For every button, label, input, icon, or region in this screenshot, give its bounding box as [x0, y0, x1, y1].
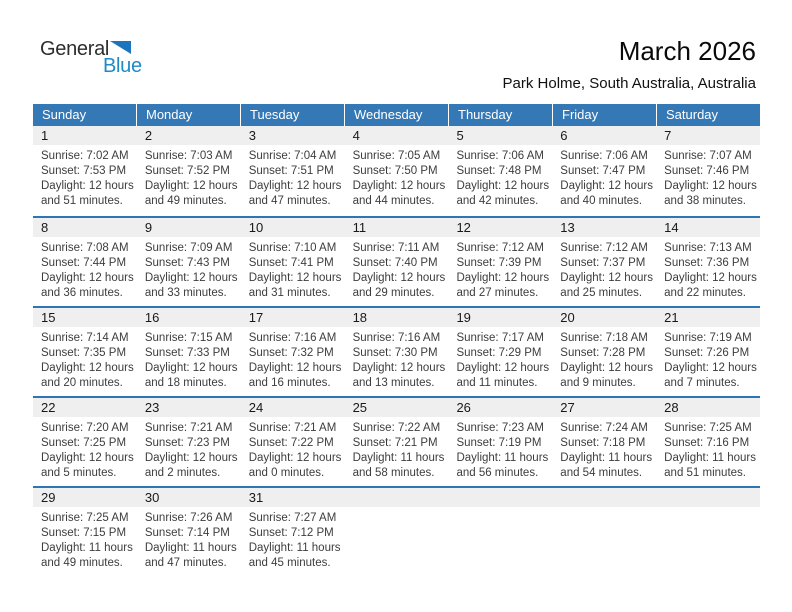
daylight-text-line1: Daylight: 11 hours: [248, 542, 341, 554]
day-number: [345, 488, 449, 507]
daylight-text-line2: and 49 minutes.: [144, 195, 227, 207]
day-cell-27: [552, 398, 656, 486]
daylight-text-line1: Daylight: 12 hours: [664, 362, 757, 374]
sunrise-text: Sunrise: 7:07 AM: [664, 150, 752, 162]
day-info: [552, 237, 656, 301]
day-number: 30: [137, 488, 241, 507]
weekday-header-row: [33, 104, 760, 126]
day-cell-18: [345, 308, 449, 396]
sunset-text: Sunset: 7:26 PM: [664, 347, 750, 359]
daylight-text-line1: Daylight: 12 hours: [41, 362, 134, 374]
month-title: March 2026: [618, 36, 756, 66]
day-number: 9: [137, 218, 241, 237]
day-info: [448, 327, 552, 391]
daylight-text-line1: Daylight: 12 hours: [144, 180, 238, 192]
daylight-text-line1: Daylight: 12 hours: [248, 362, 342, 374]
daylight-text-line1: Daylight: 12 hours: [41, 452, 134, 464]
day-cell-empty: [656, 488, 760, 576]
day-info: [241, 327, 345, 391]
sunset-text: Sunset: 7:28 PM: [560, 347, 646, 359]
day-number: 27: [552, 398, 656, 417]
daylight-text-line2: and 45 minutes.: [248, 557, 331, 569]
day-number: 12: [448, 218, 552, 237]
daylight-text-line2: and 22 minutes.: [664, 287, 746, 299]
day-cell-25: [345, 398, 449, 486]
daylight-text-line1: Daylight: 12 hours: [144, 452, 238, 464]
day-cell-16: [137, 308, 241, 396]
week-row-3: [33, 306, 760, 396]
sunset-text: Sunset: 7:19 PM: [456, 437, 542, 449]
day-cell-2: [137, 126, 241, 216]
day-number: 24: [241, 398, 345, 417]
daylight-text-line2: and 58 minutes.: [352, 467, 435, 479]
sunrise-text: Sunrise: 7:26 AM: [144, 512, 233, 524]
daylight-text-line1: Daylight: 12 hours: [456, 272, 550, 284]
day-info: [137, 417, 241, 481]
daylight-text-line1: Daylight: 12 hours: [248, 180, 342, 192]
day-info: [241, 237, 345, 301]
day-number: [552, 488, 656, 507]
sunset-text: Sunset: 7:14 PM: [144, 527, 230, 539]
daylight-text-line1: Daylight: 11 hours: [664, 452, 756, 464]
week-rows-container: [33, 126, 760, 576]
day-cell-29: [33, 488, 137, 576]
daylight-text-line2: and 47 minutes.: [144, 557, 227, 569]
sunrise-text: Sunrise: 7:12 AM: [560, 242, 648, 254]
sunset-text: Sunset: 7:18 PM: [560, 437, 646, 449]
daylight-text-line1: Daylight: 12 hours: [664, 180, 757, 192]
daylight-text-line2: and 29 minutes.: [352, 287, 435, 299]
day-info: [552, 417, 656, 481]
sunset-text: Sunset: 7:51 PM: [248, 165, 334, 177]
sunrise-text: Sunrise: 7:13 AM: [664, 242, 752, 254]
day-cell-12: [448, 218, 552, 306]
sunset-text: Sunset: 7:25 PM: [41, 437, 127, 449]
day-number: 18: [345, 308, 449, 327]
day-cell-22: [33, 398, 137, 486]
day-number: 7: [656, 126, 760, 145]
sunrise-text: Sunrise: 7:14 AM: [41, 332, 129, 344]
daylight-text-line1: Daylight: 12 hours: [456, 362, 550, 374]
sunset-text: Sunset: 7:21 PM: [352, 437, 438, 449]
day-info: [656, 507, 760, 511]
daylight-text-line1: Daylight: 12 hours: [248, 272, 342, 284]
day-cell-23: [137, 398, 241, 486]
day-number: 28: [656, 398, 760, 417]
logo-text-blue: Blue: [103, 55, 142, 77]
sunset-text: Sunset: 7:39 PM: [456, 257, 542, 269]
day-info: [656, 327, 760, 391]
sunset-text: Sunset: 7:16 PM: [664, 437, 750, 449]
daylight-text-line2: and 2 minutes.: [144, 467, 221, 479]
sunrise-text: Sunrise: 7:21 AM: [144, 422, 233, 434]
day-number: 8: [33, 218, 137, 237]
daylight-text-line2: and 42 minutes.: [456, 195, 539, 207]
day-number: 22: [33, 398, 137, 417]
daylight-text-line1: Daylight: 12 hours: [560, 272, 653, 284]
day-number: [656, 488, 760, 507]
weekday-header-wednesday: Wednesday: [344, 104, 448, 126]
daylight-text-line1: Daylight: 11 hours: [352, 452, 445, 464]
daylight-text-line1: Daylight: 11 hours: [560, 452, 653, 464]
day-info: [656, 145, 760, 209]
daylight-text-line2: and 5 minutes.: [41, 467, 117, 479]
day-info: [552, 507, 656, 511]
day-info: [656, 237, 760, 301]
day-cell-9: [137, 218, 241, 306]
daylight-text-line1: Daylight: 12 hours: [144, 272, 238, 284]
day-number: 21: [656, 308, 760, 327]
sunset-text: Sunset: 7:43 PM: [144, 257, 230, 269]
day-info: [345, 327, 449, 391]
sunrise-text: Sunrise: 7:17 AM: [456, 332, 545, 344]
daylight-text-line2: and 0 minutes.: [248, 467, 325, 479]
day-info: [137, 507, 241, 571]
daylight-text-line1: Daylight: 12 hours: [664, 272, 757, 284]
sunrise-text: Sunrise: 7:06 AM: [560, 150, 648, 162]
day-cell-15: [33, 308, 137, 396]
day-info: [137, 237, 241, 301]
sunrise-text: Sunrise: 7:12 AM: [456, 242, 545, 254]
daylight-text-line2: and 40 minutes.: [560, 195, 643, 207]
day-info: [33, 507, 137, 571]
day-cell-26: [448, 398, 552, 486]
day-number: 17: [241, 308, 345, 327]
day-cell-24: [241, 398, 345, 486]
sunset-text: Sunset: 7:32 PM: [248, 347, 334, 359]
daylight-text-line1: Daylight: 12 hours: [248, 452, 342, 464]
daylight-text-line2: and 47 minutes.: [248, 195, 331, 207]
daylight-text-line2: and 27 minutes.: [456, 287, 539, 299]
day-number: 19: [448, 308, 552, 327]
day-info: [448, 145, 552, 209]
day-cell-empty: [345, 488, 449, 576]
day-cell-5: [448, 126, 552, 216]
daylight-text-line2: and 33 minutes.: [144, 287, 227, 299]
sunrise-text: Sunrise: 7:20 AM: [41, 422, 129, 434]
day-cell-6: [552, 126, 656, 216]
day-cell-20: [552, 308, 656, 396]
day-number: 15: [33, 308, 137, 327]
daylight-text-line1: Daylight: 12 hours: [560, 180, 653, 192]
day-info: [33, 237, 137, 301]
sunrise-text: Sunrise: 7:18 AM: [560, 332, 648, 344]
daylight-text-line2: and 11 minutes.: [456, 377, 538, 389]
sunset-text: Sunset: 7:33 PM: [144, 347, 230, 359]
day-info: [552, 327, 656, 391]
day-cell-28: [656, 398, 760, 486]
day-cell-10: [241, 218, 345, 306]
day-info: [345, 417, 449, 481]
sunrise-text: Sunrise: 7:08 AM: [41, 242, 129, 254]
sunrise-text: Sunrise: 7:19 AM: [664, 332, 752, 344]
day-cell-17: [241, 308, 345, 396]
day-number: 4: [345, 126, 449, 145]
day-info: [137, 145, 241, 209]
title-block: [503, 36, 756, 92]
sunrise-text: Sunrise: 7:06 AM: [456, 150, 545, 162]
daylight-text-line1: Daylight: 12 hours: [352, 272, 446, 284]
daylight-text-line2: and 38 minutes.: [664, 195, 746, 207]
daylight-text-line1: Daylight: 12 hours: [456, 180, 550, 192]
daylight-text-line2: and 13 minutes.: [352, 377, 435, 389]
sunset-text: Sunset: 7:30 PM: [352, 347, 438, 359]
week-row-1: [33, 126, 760, 216]
weekday-header-monday: Monday: [136, 104, 240, 126]
sunset-text: Sunset: 7:40 PM: [352, 257, 438, 269]
sunset-text: Sunset: 7:48 PM: [456, 165, 542, 177]
daylight-text-line1: Daylight: 12 hours: [41, 272, 134, 284]
day-number: 10: [241, 218, 345, 237]
weekday-header-friday: Friday: [552, 104, 656, 126]
weekday-header-saturday: Saturday: [656, 104, 760, 126]
day-info: [656, 417, 760, 481]
day-cell-1: [33, 126, 137, 216]
day-cell-30: [137, 488, 241, 576]
day-cell-14: [656, 218, 760, 306]
day-number: 29: [33, 488, 137, 507]
sunrise-text: Sunrise: 7:21 AM: [248, 422, 337, 434]
daylight-text-line2: and 44 minutes.: [352, 195, 435, 207]
day-info: [241, 145, 345, 209]
week-row-4: [33, 396, 760, 486]
day-cell-8: [33, 218, 137, 306]
daylight-text-line1: Daylight: 11 hours: [41, 542, 133, 554]
daylight-text-line1: Daylight: 11 hours: [456, 452, 549, 464]
day-number: 16: [137, 308, 241, 327]
day-cell-21: [656, 308, 760, 396]
sunset-text: Sunset: 7:15 PM: [41, 527, 127, 539]
daylight-text-line2: and 49 minutes.: [41, 557, 123, 569]
day-number: 2: [137, 126, 241, 145]
day-info: [241, 417, 345, 481]
daylight-text-line1: Daylight: 12 hours: [352, 180, 446, 192]
sunset-text: Sunset: 7:44 PM: [41, 257, 127, 269]
day-cell-empty: [552, 488, 656, 576]
day-number: 5: [448, 126, 552, 145]
daylight-text-line1: Daylight: 12 hours: [41, 180, 134, 192]
daylight-text-line2: and 18 minutes.: [144, 377, 227, 389]
daylight-text-line2: and 51 minutes.: [664, 467, 746, 479]
sunrise-text: Sunrise: 7:05 AM: [352, 150, 441, 162]
daylight-text-line2: and 25 minutes.: [560, 287, 643, 299]
day-cell-empty: [448, 488, 552, 576]
daylight-text-line1: Daylight: 12 hours: [144, 362, 238, 374]
day-info: [33, 145, 137, 209]
sunset-text: Sunset: 7:41 PM: [248, 257, 334, 269]
sunset-text: Sunset: 7:46 PM: [664, 165, 750, 177]
daylight-text-line2: and 9 minutes.: [560, 377, 636, 389]
day-number: 31: [241, 488, 345, 507]
daylight-text-line2: and 7 minutes.: [664, 377, 740, 389]
day-number: [448, 488, 552, 507]
sunset-text: Sunset: 7:53 PM: [41, 165, 127, 177]
sunrise-text: Sunrise: 7:02 AM: [41, 150, 129, 162]
sunset-text: Sunset: 7:23 PM: [144, 437, 230, 449]
day-number: 1: [33, 126, 137, 145]
general-blue-logo: [40, 38, 170, 77]
daylight-text-line2: and 31 minutes.: [248, 287, 331, 299]
day-info: [345, 507, 449, 511]
day-info: [448, 417, 552, 481]
day-number: 6: [552, 126, 656, 145]
day-number: 25: [345, 398, 449, 417]
sunset-text: Sunset: 7:36 PM: [664, 257, 750, 269]
weekday-header-tuesday: Tuesday: [240, 104, 344, 126]
day-number: 26: [448, 398, 552, 417]
weekday-header-thursday: Thursday: [448, 104, 552, 126]
daylight-text-line2: and 16 minutes.: [248, 377, 331, 389]
daylight-text-line2: and 36 minutes.: [41, 287, 123, 299]
day-info: [448, 237, 552, 301]
day-number: 14: [656, 218, 760, 237]
daylight-text-line1: Daylight: 11 hours: [144, 542, 237, 554]
sunrise-text: Sunrise: 7:15 AM: [144, 332, 233, 344]
daylight-text-line2: and 56 minutes.: [456, 467, 539, 479]
sunset-text: Sunset: 7:52 PM: [144, 165, 230, 177]
day-cell-4: [345, 126, 449, 216]
day-cell-31: [241, 488, 345, 576]
daylight-text-line2: and 51 minutes.: [41, 195, 123, 207]
daylight-text-line2: and 54 minutes.: [560, 467, 643, 479]
sunset-text: Sunset: 7:35 PM: [41, 347, 127, 359]
weekday-header-sunday: Sunday: [42, 107, 87, 122]
sunrise-text: Sunrise: 7:11 AM: [352, 242, 440, 254]
sunset-text: Sunset: 7:29 PM: [456, 347, 542, 359]
sunset-text: Sunset: 7:12 PM: [248, 527, 334, 539]
day-number: 20: [552, 308, 656, 327]
sunset-text: Sunset: 7:50 PM: [352, 165, 438, 177]
sunrise-text: Sunrise: 7:23 AM: [456, 422, 545, 434]
day-cell-7: [656, 126, 760, 216]
logo-triangle-icon: [110, 41, 131, 54]
day-cell-13: [552, 218, 656, 306]
location-subtitle: Park Holme, South Australia, Australia: [502, 75, 756, 93]
sunrise-text: Sunrise: 7:16 AM: [352, 332, 441, 344]
day-info: [241, 507, 345, 571]
day-info: [552, 145, 656, 209]
day-info: [448, 507, 552, 511]
sunrise-text: Sunrise: 7:03 AM: [144, 150, 233, 162]
day-number: 23: [137, 398, 241, 417]
daylight-text-line1: Daylight: 12 hours: [560, 362, 653, 374]
day-number: 3: [241, 126, 345, 145]
sunrise-text: Sunrise: 7:04 AM: [248, 150, 337, 162]
sunset-text: Sunset: 7:47 PM: [560, 165, 646, 177]
week-row-2: [33, 216, 760, 306]
sunrise-text: Sunrise: 7:27 AM: [248, 512, 337, 524]
logo-text-general: General: [40, 38, 110, 60]
sunrise-text: Sunrise: 7:25 AM: [41, 512, 129, 524]
day-info: [137, 327, 241, 391]
day-info: [33, 417, 137, 481]
week-row-5: [33, 486, 760, 576]
day-info: [345, 237, 449, 301]
day-info: [345, 145, 449, 209]
day-number: 11: [345, 218, 449, 237]
sunset-text: Sunset: 7:22 PM: [248, 437, 334, 449]
sunrise-text: Sunrise: 7:09 AM: [144, 242, 233, 254]
sunset-text: Sunset: 7:37 PM: [560, 257, 646, 269]
sunrise-text: Sunrise: 7:25 AM: [664, 422, 752, 434]
day-info: [33, 327, 137, 391]
day-cell-11: [345, 218, 449, 306]
day-cell-19: [448, 308, 552, 396]
daylight-text-line1: Daylight: 12 hours: [352, 362, 446, 374]
day-number: 13: [552, 218, 656, 237]
calendar-grid: [33, 104, 760, 576]
sunrise-text: Sunrise: 7:16 AM: [248, 332, 337, 344]
daylight-text-line2: and 20 minutes.: [41, 377, 123, 389]
sunrise-text: Sunrise: 7:22 AM: [352, 422, 441, 434]
day-cell-3: [241, 126, 345, 216]
sunrise-text: Sunrise: 7:10 AM: [248, 242, 337, 254]
sunrise-text: Sunrise: 7:24 AM: [560, 422, 648, 434]
